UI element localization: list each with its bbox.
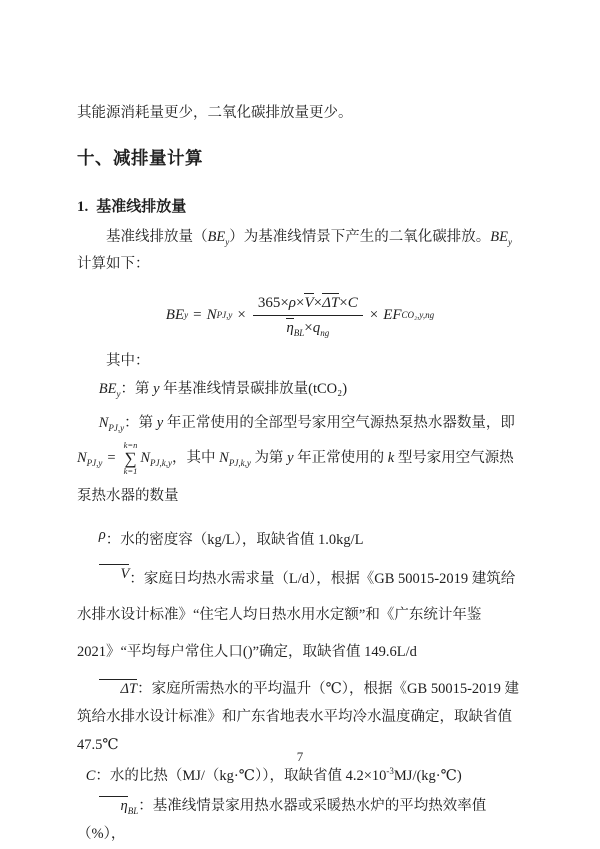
q-variable: q	[312, 320, 321, 337]
n-variable: N	[77, 449, 87, 466]
multiply-sign: ×	[313, 294, 323, 311]
subsection-heading	[77, 195, 523, 216]
y-variable: y	[153, 381, 160, 398]
y-variable: y	[156, 414, 164, 431]
v-bar-variable: V	[304, 294, 314, 311]
multiply-sign: ×	[304, 320, 313, 337]
n-ky-variable: N	[140, 449, 151, 466]
formula-lhs: BE	[165, 306, 185, 323]
summation-symbol	[124, 441, 138, 477]
c-variable: C	[347, 294, 358, 311]
definition-n	[77, 409, 523, 437]
k-variable: k	[387, 449, 395, 466]
fraction-numerator	[253, 292, 363, 316]
colon: ：	[105, 531, 121, 548]
n-ky-variable-subscript: PJ,k,y	[228, 457, 251, 468]
n-ky-variable: N	[219, 449, 229, 466]
equals-sign: =	[193, 306, 202, 323]
definition-v	[77, 561, 523, 670]
ef-variable: EF	[383, 306, 402, 323]
definition-n-sum	[77, 439, 523, 516]
eta-bar-variable: η	[99, 796, 128, 815]
delta-t-bar-variable: ΔT	[322, 294, 340, 311]
c-variable: C	[85, 767, 96, 784]
multiply-sign: ×	[237, 306, 246, 323]
definition-eta	[77, 792, 523, 849]
fraction-denominator	[281, 316, 334, 339]
definition-text: 家庭所需热水的平均温升（℃），根据《GB 50015-2019 建筑给水排水设计标准》和广东省地表水平均冷水温度确定，取缺省值 47.5℃	[77, 680, 520, 754]
rho-variable: ρ	[98, 526, 106, 543]
equals-sign: =	[107, 449, 116, 466]
n-variable-subscript: PJ,y	[108, 422, 125, 433]
page-number: 7	[296, 749, 304, 764]
n-variable: N	[98, 414, 109, 431]
summation-upper-limit: k=n	[123, 439, 138, 450]
be-variable-subscript: y	[225, 237, 230, 248]
colon: ：	[120, 381, 135, 398]
sigma-icon: ∑	[124, 449, 137, 469]
be-variable-subscript: y	[116, 388, 121, 399]
definition-text: 水的比热（MJ/（kg·℃）），取缺省值 4.2×10	[109, 767, 387, 784]
definition-text: 第	[138, 414, 157, 431]
n-variable-subscript: PJ,y	[86, 457, 103, 468]
formula-lhs-subscript: y	[184, 310, 189, 321]
paragraph-text: 基准线排放量（	[106, 229, 208, 246]
definition-text: 基准线情景家用热水器或采暖热水炉的平均热效率值（%），	[77, 797, 487, 843]
multiply-sign: ×	[369, 306, 379, 323]
v-bar-variable: V	[99, 564, 130, 583]
definition-text: 家庭日均热水需求量（L/d），根据《GB 50015-2019 建筑给水排水设计标准》“住宅人均日热水用水定额”和《广东统计年鉴 2021》“平均每户常住人口()”确定，取缺省值 149.6L/d	[77, 571, 516, 660]
definition-text: 年正常使用的	[293, 449, 388, 466]
n-ky-variable-subscript: PJ,k,y	[150, 457, 173, 468]
definition-text: ，其中	[172, 449, 220, 466]
be-variable: BE	[490, 229, 508, 246]
formula-fraction	[253, 292, 363, 339]
definition-rho	[77, 521, 523, 554]
exponent: -3	[386, 765, 394, 776]
definition-text: 型号家用空气源热泵热水器的数量	[77, 449, 514, 505]
ef-variable-subscript: CO₂,y,ng	[401, 310, 435, 321]
delta-t-bar-variable: ΔT	[99, 679, 137, 698]
colon: ：	[137, 680, 152, 697]
y-variable: y	[287, 449, 294, 466]
intro-text	[77, 102, 523, 125]
multiply-sign: ×	[339, 294, 348, 311]
q-subscript: ng	[320, 328, 330, 339]
multiply-sign: ×	[296, 294, 305, 311]
definition-text: 年基准线情景碳排放量(tCO₂)	[159, 381, 348, 398]
eta-subscript: BL	[293, 328, 305, 339]
definition-text: 为第	[250, 449, 288, 466]
baseline-emission-formula	[77, 292, 523, 339]
n-variable-subscript: PJ,y	[216, 310, 233, 321]
colon: ：	[129, 571, 144, 588]
definition-text: 第	[134, 381, 154, 398]
subsection-title: 基准线排放量	[96, 199, 187, 216]
section-heading: 十、减排量计算	[77, 148, 203, 169]
colon: ：	[138, 797, 153, 814]
baseline-intro-paragraph	[77, 224, 523, 278]
definition-delta-t	[77, 675, 523, 760]
rho-variable: ρ	[288, 294, 296, 311]
be-variable: BE	[98, 381, 117, 398]
paragraph-text: 计算如下：	[77, 256, 150, 272]
eta-bar-variable: η	[286, 320, 294, 337]
definition-text: 年正常使用的全部型号家用空气源热泵热水器数量，即	[163, 414, 515, 431]
numerator-constant: 365×	[257, 294, 289, 311]
definition-text: MJ/(kg·℃)	[393, 767, 462, 784]
colon: ：	[124, 414, 139, 431]
definition-be	[77, 375, 523, 403]
among-label: 其中：	[106, 353, 150, 370]
eta-subscript: BL	[127, 805, 139, 816]
intro-text-content: 其能源消耗量更少，二氧化碳排放量更少。	[77, 105, 353, 121]
be-variable: BE	[207, 229, 226, 246]
definition-c	[77, 762, 523, 790]
subsection-number: 1.	[77, 199, 89, 216]
paragraph-text: ）为基准线情景下产生的二氧化碳排放。	[229, 229, 491, 246]
summation-lower-limit: k=1	[123, 466, 138, 477]
be-variable-subscript: y	[507, 237, 512, 248]
n-variable: N	[206, 306, 217, 323]
colon: ：	[95, 767, 110, 784]
definition-text: 水的密度容（kg/L），取缺省值 1.0kg/L	[120, 531, 364, 548]
